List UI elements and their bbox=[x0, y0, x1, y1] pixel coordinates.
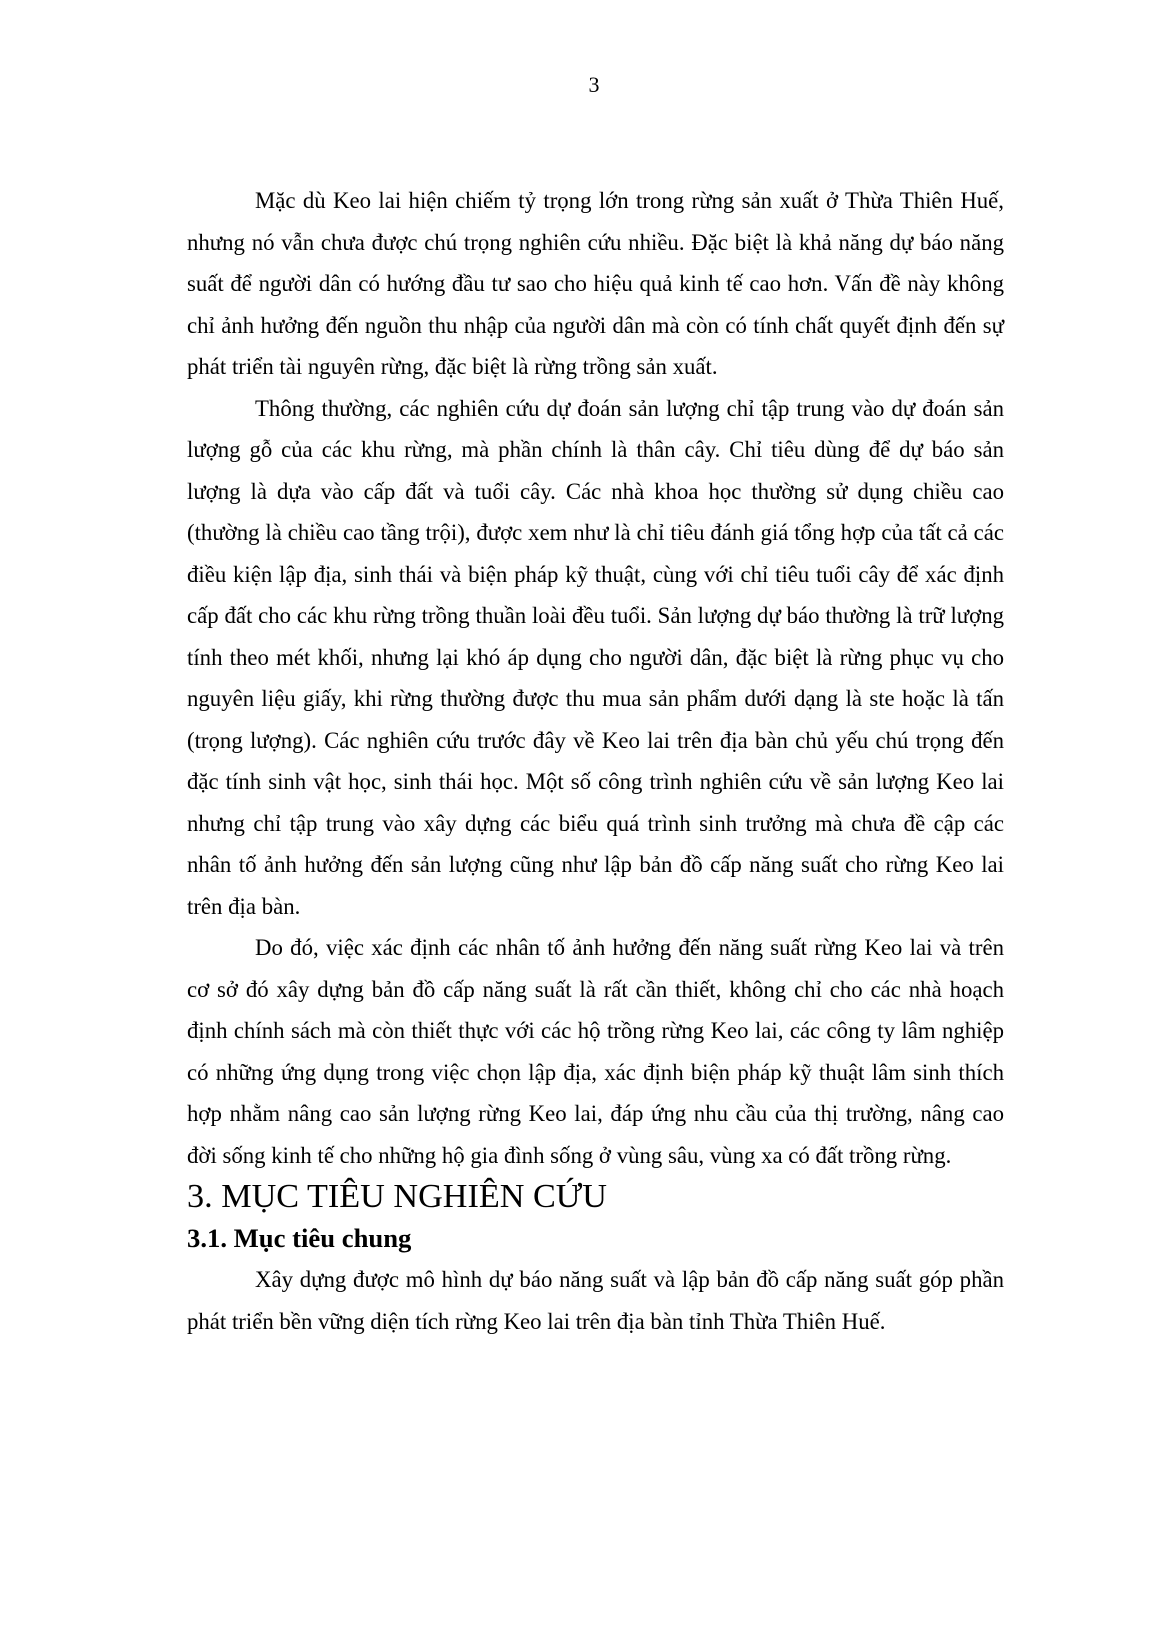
page-content bbox=[187, 180, 1004, 1342]
subsection-heading: 3.1. Mục tiêu chung bbox=[187, 1222, 412, 1253]
paragraph-objective: Xây dựng được mô hình dự báo năng suất và lập bản đồ cấp năng suất góp phần phát triển bền vững diện tích rừng Keo lai trên địa bàn tỉnh Thừa Thiên Huế. bbox=[187, 1267, 1004, 1334]
paragraph-intro-1: Mặc dù Keo lai hiện chiếm tỷ trọng lớn trong rừng sản xuất ở Thừa Thiên Huế, nhưng nó vẫn chưa được chú trọng nghiên cứu nhiều. Đặc biệt là khả năng dự báo năng suất để người dân có hướng đầu tư sao cho hiệu quả kinh tế cao hơn. Vấn đề này không chỉ ảnh hưởng đến nguồn thu nhập của người dân mà còn có tính chất quyết định đến sự phát triển tài nguyên rừng, đặc biệt là rừng trồng sản xuất. bbox=[187, 188, 1004, 379]
section-heading: 3. MỤC TIÊU NGHIÊN CỨU bbox=[187, 1178, 607, 1215]
paragraph-intro-3: Do đó, việc xác định các nhân tố ảnh hưởng đến năng suất rừng Keo lai và trên cơ sở đó xây dựng bản đồ cấp năng suất là rất cần thiết, không chỉ cho các nhà hoạch định chính sách mà còn thiết thực với các hộ trồng rừng Keo lai, các công ty lâm nghiệp có những ứng dụng trong việc chọn lập địa, xác định biện pháp kỹ thuật lâm sinh thích hợp nhằm nâng cao sản lượng rừng Keo lai, đáp ứng nhu cầu của thị trường, nâng cao đời sống kinh tế cho những hộ gia đình sống ở vùng sâu, vùng xa có đất trồng rừng. bbox=[187, 935, 1004, 1168]
paragraph-intro-2: Thông thường, các nghiên cứu dự đoán sản lượng chỉ tập trung vào dự đoán sản lượng gỗ của các khu rừng, mà phần chính là thân cây. Chỉ tiêu dùng để dự báo sản lượng là dựa vào cấp đất và tuổi cây. Các nhà khoa học thường sử dụng chiều cao (thường là chiều cao tầng trội), được xem như là chỉ tiêu đánh giá tổng hợp của tất cả các điều kiện lập địa, sinh thái và biện pháp kỹ thuật, cùng với chỉ tiêu tuổi cây để xác định cấp đất cho các khu rừng trồng thuần loài đều tuổi. Sản lượng dự báo thường là trữ lượng tính theo mét khối, nhưng lại khó áp dụng cho người dân, đặc biệt là rừng phục vụ cho nguyên liệu giấy, khi rừng thường được thu mua sản phẩm dưới dạng là ste hoặc là tấn (trọng lượng). Các nghiên cứu trước đây về Keo lai trên địa bàn chủ yếu chú trọng đến đặc tính sinh vật học, sinh thái học. Một số công trình nghiên cứu về sản lượng Keo lai nhưng chỉ tập trung vào xây dựng các biểu quá trình sinh trưởng mà chưa đề cập các nhân tố ảnh hưởng đến sản lượng cũng như lập bản đồ cấp năng suất cho rừng Keo lai trên địa bàn. bbox=[187, 395, 1004, 919]
page-number: 3 bbox=[588, 72, 600, 97]
